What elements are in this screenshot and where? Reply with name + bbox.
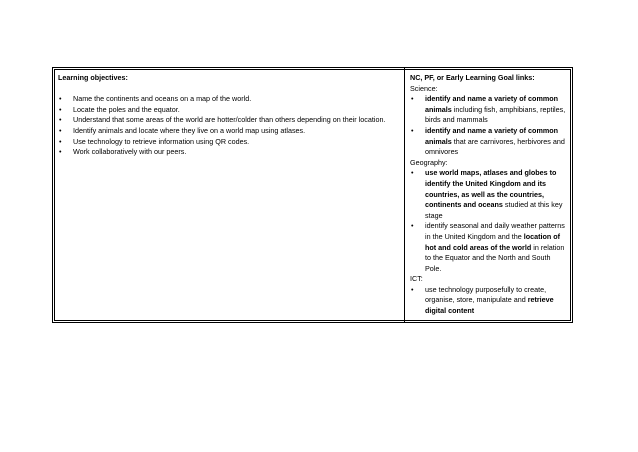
list-item: • Use technology to retrieve information using QR codes.	[58, 137, 399, 148]
science-item-1-text: including fish, amphibians, reptiles, birds and mammals	[425, 104, 566, 125]
ict-label: ICT:	[410, 274, 423, 284]
geography-list	[410, 168, 567, 274]
science-item-2-bold: identify and name a variety of common animals	[425, 125, 559, 146]
list-item: • Work collaboratively with our peers.	[58, 147, 399, 158]
list-item	[410, 94, 567, 126]
science-item-2-text: that are carnivores, herbivores and omnivores	[425, 136, 565, 157]
ict-list	[410, 285, 567, 317]
science-list	[410, 94, 567, 158]
curriculum-links-cell	[405, 68, 572, 322]
geography-item-2-bold: location of hot and cold areas of the world	[425, 231, 561, 252]
list-item: • Locate the poles and the equator.	[58, 105, 399, 116]
ict-item-1-pre: use technology purposefully to create, organise, store, manipulate and	[425, 284, 547, 305]
geography-label: Geography:	[410, 157, 448, 167]
objectives-table	[52, 67, 573, 323]
list-item	[410, 285, 567, 317]
list-item: • Name the continents and oceans on a map of the world.	[58, 94, 399, 105]
science-item-1-bold: identify and name a variety of common animals	[425, 94, 559, 114]
science-label: Science:	[410, 83, 438, 93]
curriculum-links-heading: NC, PF, or Early Learning Goal links:	[410, 73, 535, 82]
geography-item-2-pre: identify seasonal and daily weather patterns in the United Kingdom and the	[425, 221, 565, 241]
list-item: • Identify animals and locate where they live on a world map using atlases.	[58, 126, 399, 137]
geography-item-2-text: in relation to the Equator and the North and South Pole.	[425, 242, 565, 273]
list-item	[410, 126, 567, 158]
geography-item-1-bold: use world maps, atlases and globes to identify the United Kingdom and its countries, as well as the countries, continents and oceans	[425, 168, 557, 210]
learning-objectives-heading: Learning objectives:	[58, 73, 128, 82]
list-item: • Understand that some areas of the world are hotter/colder than others depending on their location.	[58, 115, 399, 126]
ict-item-1-bold: retrieve digital content	[425, 295, 554, 316]
list-item	[410, 168, 567, 221]
geography-item-1-text: studied at this key stage	[425, 200, 563, 220]
learning-objectives-cell	[53, 68, 405, 322]
list-item	[410, 221, 567, 274]
learning-objectives-list	[58, 94, 399, 158]
